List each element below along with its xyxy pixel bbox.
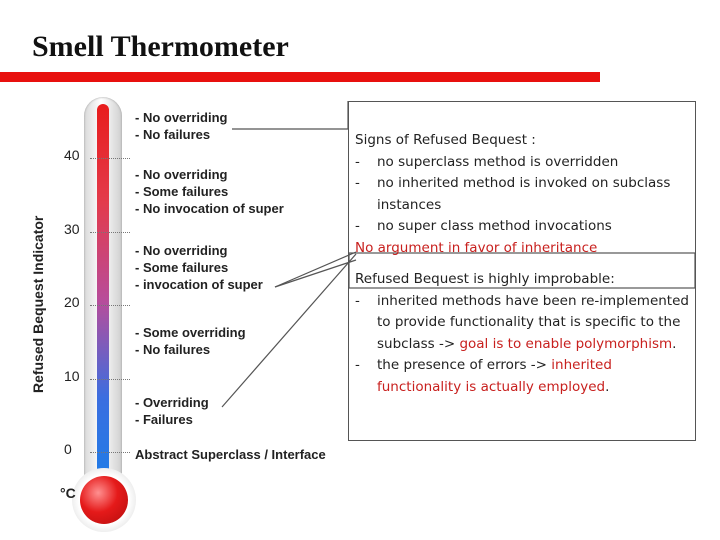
sign-item-1: - no superclass method is overridden	[355, 153, 619, 170]
tick-label-0: 0	[64, 441, 72, 457]
slide-title: Smell Thermometer	[32, 30, 289, 63]
tick-label-40: 40	[64, 147, 80, 163]
level-3-line-1: - No overriding	[135, 243, 228, 258]
improbable-title: Refused Bequest is highly improbable:	[355, 271, 615, 287]
level-4-line-1: - Some overriding	[135, 325, 246, 340]
level-5-line-2: - Failures	[135, 412, 193, 427]
connector-mid-upper	[275, 252, 356, 287]
level-2-line-3: - No invocation of super	[135, 201, 284, 216]
unit-label: °C	[60, 485, 76, 501]
tick-label-20: 20	[64, 294, 80, 310]
level-3-line-2: - Some failures	[135, 260, 229, 275]
tick-label-10: 10	[64, 368, 80, 384]
level-2-line-2: - Some failures	[135, 184, 229, 199]
signs-conclusion: No argument in favor of inheritance	[355, 239, 598, 256]
sign-item-3: - no super class method invocations	[355, 218, 612, 234]
signs-title: Signs of Refused Bequest :	[355, 132, 536, 148]
level-6-line-1: Abstract Superclass / Interface	[135, 447, 326, 462]
improbable-item-2: - the presence of errors -> inherited functionality is actually employed.	[355, 357, 612, 395]
tick-label-30: 30	[64, 221, 80, 237]
improbable-item-1: - inherited methods have been re-implemented to provide functionality that is specific to the subclass -> goal is to enable polymorphism.	[355, 292, 689, 352]
level-5-line-1: - Overriding	[135, 395, 209, 410]
level-1-line-2: - No failures	[135, 127, 211, 142]
level-2-line-1: - No overriding	[135, 167, 228, 182]
connector-bottom	[222, 254, 356, 407]
connector-mid-lower	[275, 260, 356, 287]
level-4-line-2: - No failures	[135, 342, 211, 357]
level-3-line-3: - invocation of super	[135, 277, 263, 292]
sign-item-2: - no inherited method is invoked on subclass instances	[355, 175, 671, 213]
level-1-line-1: - No overriding	[135, 110, 228, 125]
callout-text	[355, 130, 700, 398]
axis-label: Refused Bequest Indicator	[30, 215, 46, 393]
